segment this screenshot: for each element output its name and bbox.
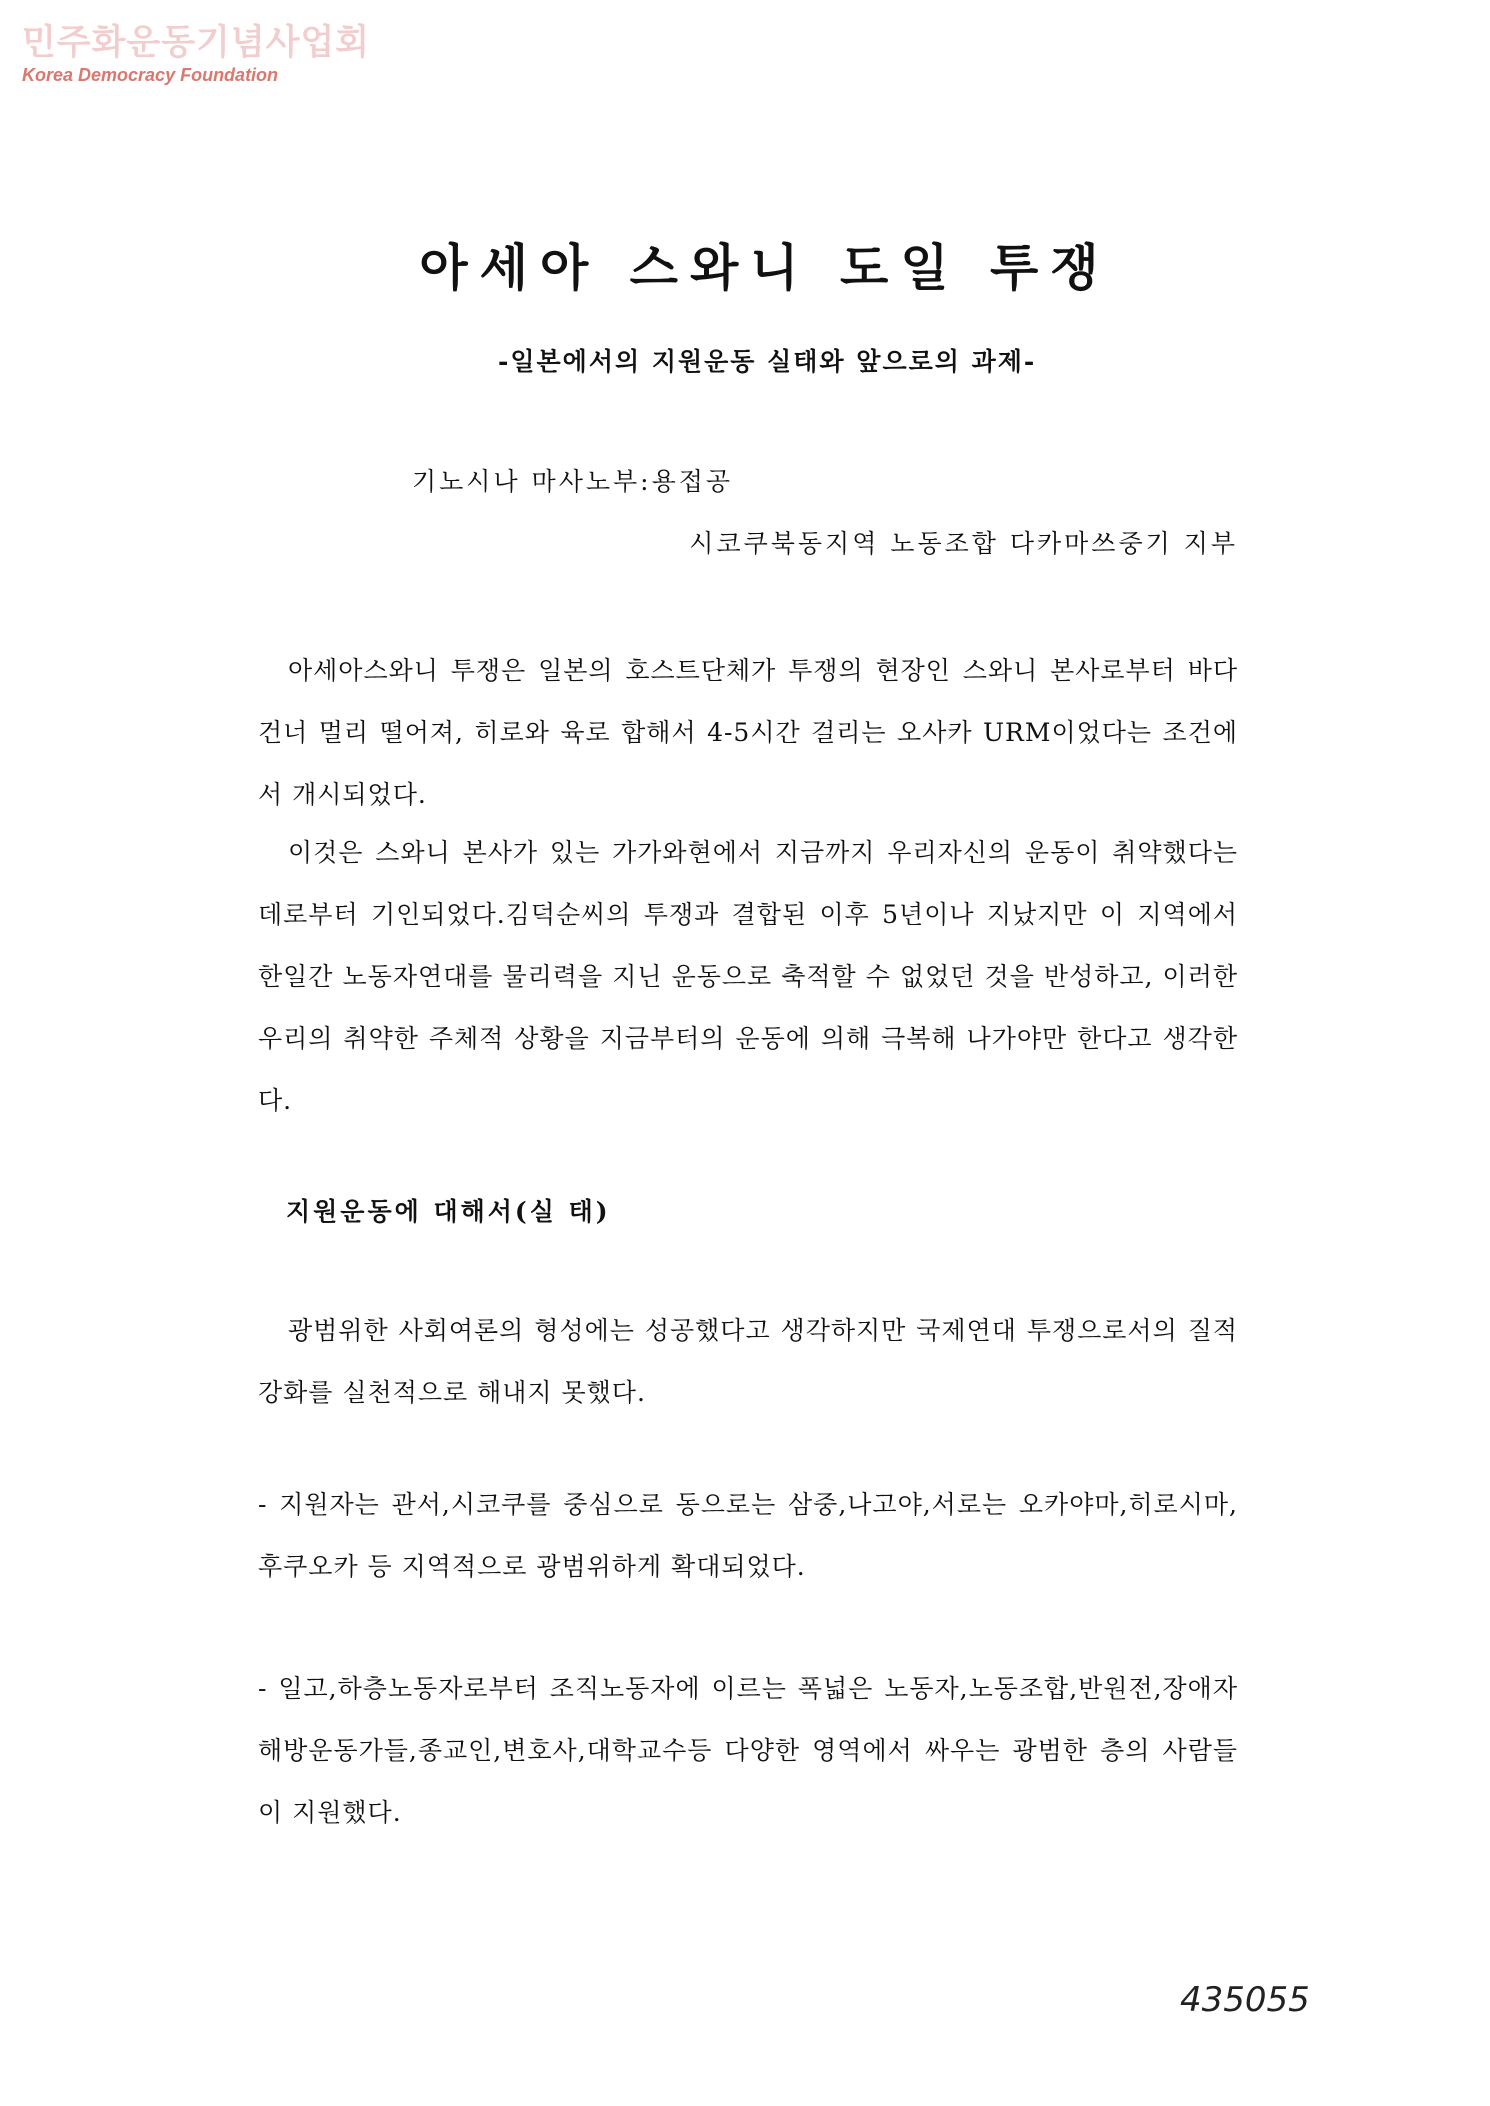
intro-paragraph-1: 아세아스와니 투쟁은 일본의 호스트단체가 투쟁의 현장인 스와니 본사로부터 바다건너 멀리 떨어져, 히로와 육로 합해서 4-5시간 걸리는 오사카 URM이었다는 조건에서 개시되었다. [258, 656, 1238, 809]
section-paragraph-2: - 지원자는 관서,시코쿠를 중심으로 동으로는 삼중,나고야,서로는 오카야마,히로시마,후쿠오카 등 지역적으로 광범위하게 확대되었다. [258, 1490, 1238, 1581]
author-name: 기노시나 마사노부:용접공 [412, 467, 734, 496]
watermark-korean-text: 민주화운동기념사업회 [22, 23, 371, 63]
watermark-english-text: Korea Democracy Foundation [22, 65, 279, 85]
handwritten-page-number: 435055 [1180, 1980, 1310, 2020]
author-affiliation: 시코쿠북동지역 노동조합 다카마쓰중기 지부 [689, 529, 1238, 558]
foundation-watermark [22, 22, 371, 86]
section-paragraph-3: - 일고,하층노동자로부터 조직노동자에 이르는 폭넓은 노동자,노동조합,반원전,장애자 해방운동가들,종교인,변호사,대학교수등 다양한 영역에서 싸우는 광범한 층의 사람들이 지원했다. [258, 1674, 1238, 1827]
intro-paragraph-2: 이것은 스와니 본사가 있는 가가와현에서 지금까지 우리자신의 운동이 취약했다는데로부터 기인되었다.김덕순씨의 투쟁과 결합된 이후 5년이나 지났지만 이 지역에서 한일간 노동자연대를 물리력을 지닌 운동으로 축적할 수 없었던 것을 반성하고, 이러한 우리의 취약한 주체적 상황을 지금부터의 운동에 의해 극복해 나가야만 한다고 생각한다. [258, 838, 1238, 1115]
section-heading: 지원운동에 대해서(실 태) [286, 1197, 611, 1226]
section-paragraph-1: 광범위한 사회여론의 형성에는 성공했다고 생각하지만 국제연대 투쟁으로서의 질적 강화를 실천적으로 해내지 못했다. [258, 1316, 1238, 1407]
document-subtitle: -일본에서의 지원운동 실태와 앞으로의 과제- [498, 347, 1037, 376]
document-title: 아세아 스와니 도일 투쟁 [419, 238, 1111, 297]
